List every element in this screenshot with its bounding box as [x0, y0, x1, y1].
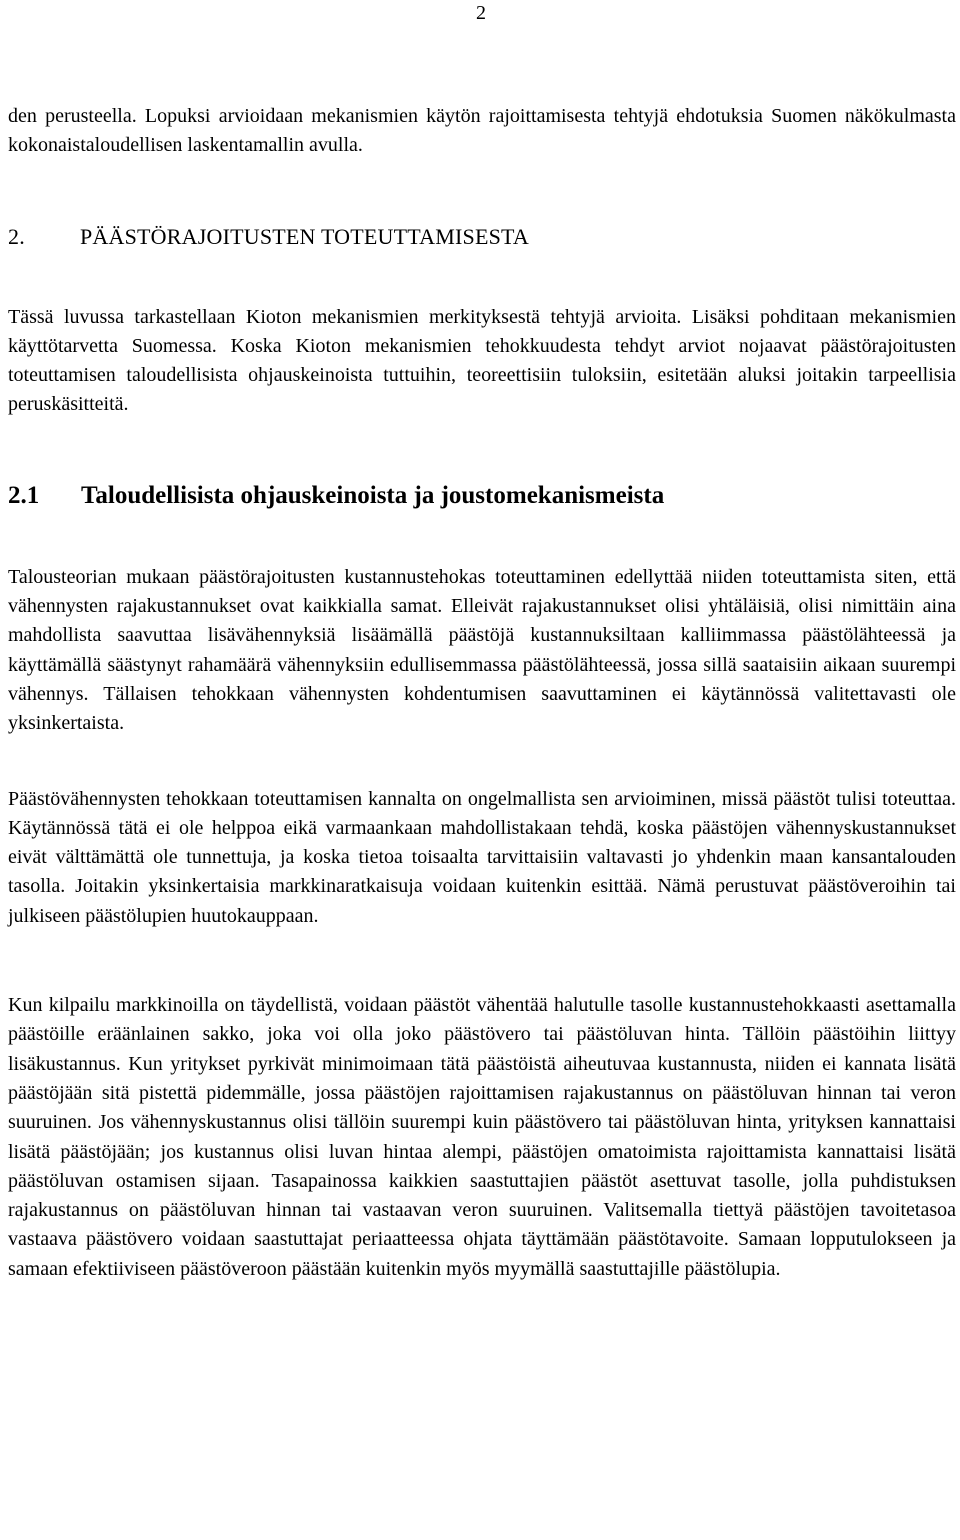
- subsection-number: 2.1: [8, 481, 40, 509]
- paragraph-theory: Talousteorian mukaan päästörajoitusten kustannustehokas toteuttaminen edellyttää niiden toteuttamista siten, että vähennysten rajakustannukset ovat kaikkialla samat. Elleivät rajakustannukset olisi yhtäläisiä, olisi nimittäin aina mahdollista saavuttaa lisävähennyksiä lisäämällä päästöjä kustannuksiltaan kalliimmassa päästölähteessä ja käyttämällä säästynyt rahamäärä vähennyksiin edullisemmassa päästölähteessä, jossa sillä saataisiin aikaan suurempi vähennys. Tällaisen tehokkaan vähennysten kohdentumisen saavuttaminen ei käytännössä valitettavasti ole yksinkertaista.: [8, 565, 956, 735]
- section-number: 2.: [8, 223, 25, 249]
- page-number: 2: [476, 2, 486, 24]
- document-body: [8, 102, 956, 1284]
- intro-paragraph: den perusteella. Lopuksi arvioidaan mekanismien käytön rajoittamisesta tehtyjä ehdotuksia Suomen näkökulmasta kokonaistaloudellisen laskentamallin avulla.: [8, 105, 956, 157]
- subsection-heading: [8, 482, 956, 510]
- paragraph-reduction: Päästövähennysten tehokkaan toteuttamisen kannalta on ongelmallista sen arvioiminen, missä päästöt tulisi toteuttaa. Käytännössä tätä ei ole helppoa eikä varmaankaan mahdollistakaan tehdä, koska päästöjen vähennyskustannukset eivät välttämättä ole tunnettuja, ja koska tietoa toisaalta tarvittaisiin valtavasti jo yhdenkin maan kansantalouden tasolla. Joitakin yksinkertaisia markkinaratkaisuja voidaan kuitenkin esittää. Nämä perustuvat päästöveroihin tai julkiseen päästölupien huutokauppaan.: [8, 787, 956, 927]
- section-title: PÄÄSTÖRAJOITUSTEN TOTEUTTAMISESTA: [80, 223, 529, 249]
- section-heading: [8, 224, 956, 250]
- subsection-title: Taloudellisista ohjauskeinoista ja joustomekanismeista: [81, 481, 665, 509]
- section-paragraph: Tässä luvussa tarkastellaan Kioton mekanismien merkityksestä tehtyjä arvioita. Lisäksi pohditaan mekanismien käyttötarvetta Suomessa. Koska Kioton mekanismien tehokkuudesta tehdyt arviot nojaavat päästörajoitusten toteuttamisen taloudellisista ohjauskeinoista tuttuihin, teoreettisiin tuloksiin, esitetään aluksi joitakin tarpeellisia peruskäsitteitä.: [8, 305, 956, 416]
- paragraph-competition: Kun kilpailu markkinoilla on täydellistä, voidaan päästöt vähentää halutulle tasolle kustannustehokkaasti asettamalla päästöille eräänlainen sakko, joka voi olla joko päästövero tai päästöluvan hinta. Tällöin päästöihin liittyy lisäkustannus. Kun yritykset pyrkivät minimoimaan tätä päästöistä aiheutuvaa kustannusta, niiden ei kannata lisätä päästöjään sitä pistettä pidemmälle, jossa päästöjen rajoittamisen rajakustannus on päästöluvan hinnan tai veron suuruinen. Jos vähennyskustannus olisi tällöin suurempi kuin päästövero tai päästöluvan hinta, yrityksen kannattaisi lisätä päästöjään; jos kustannus olisi luvan hintaa alempi, päästöjen omatoimista rajoittamista kannattaisi lisätä päästöluvan ostamisen sijaan. Tasapainossa kaikkien saastuttajien päästöt asettuvat tasolle, jolla puhdistuksen rajakustannus on päästöluvan hinnan tai vastaavan veron suuruinen. Valitsemalla tiettyä päästöjen tavoitetasoa vastaava päästövero voidaan saastuttajat periaatteessa ohjata täyttämään päästötavoite. Samaan lopputulokseen ja samaan efektiiviseen päästöveroon päästään kuitenkin myös myymällä saastuttajille päästölupia.: [8, 994, 956, 1280]
